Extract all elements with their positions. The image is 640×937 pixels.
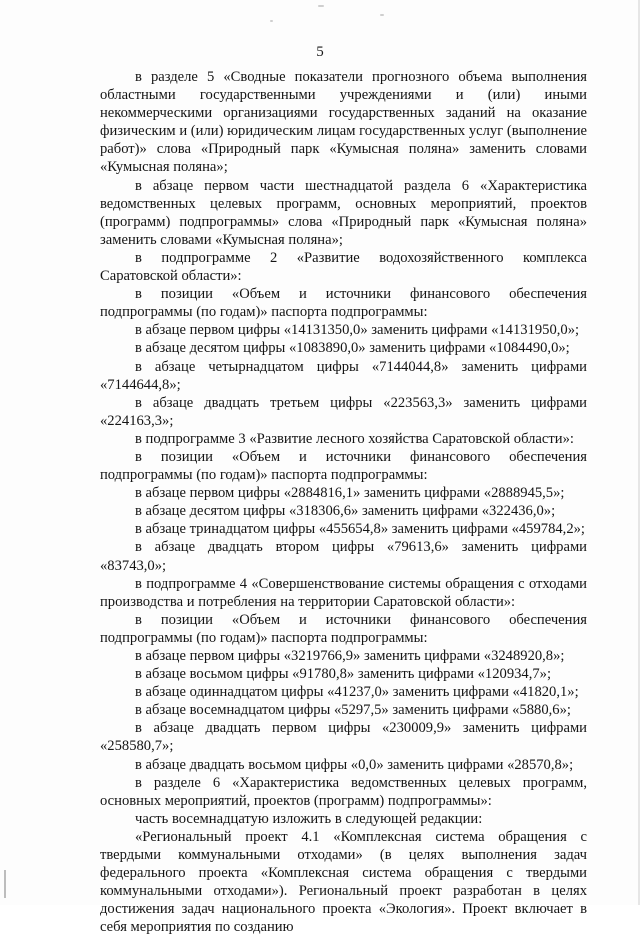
paragraph: в абзаце десятом цифры «1083890,0» заменить цифрами «1084490,0»; xyxy=(135,340,570,357)
page-number: 5 xyxy=(316,44,324,60)
scan-noise xyxy=(380,14,384,16)
paragraph: в абзаце десятом цифры «318306,6» заменить цифрами «322436,0»; xyxy=(135,503,556,520)
paragraph: в разделе 5 «Сводные показатели прогнозного объема выполнения областными государственными учреждениями и (или) иными некоммерческими организациями государственных заданий на оказание физическим и (или) юридическим лицам государственных услуг (выполнение работ)» слова «Природный парк «Кумысная поляна» заменить словами «Кумысная поляна»; xyxy=(100,69,587,176)
paragraph: в подпрограмме 4 «Совершенствование системы обращения с отходами производства и потребления на территории Саратовской области»: xyxy=(100,575,587,610)
paragraph: в абзаце двадцать третьем цифры «223563,3» заменить цифрами «224163,3»; xyxy=(100,394,587,429)
paragraph: в разделе 6 «Характеристика ведомственных целевых программ, основных мероприятий, проектов (программ) подпрограммы»: xyxy=(100,774,587,809)
paragraph: в позиции «Объем и источники финансового обеспечения подпрограммы (по годам)» паспорта подпрограммы: xyxy=(100,286,587,321)
paragraph: в абзаце восемнадцатом цифры «5297,5» заменить цифрами «5880,6»; xyxy=(135,702,571,719)
scan-noise xyxy=(270,20,273,22)
paragraph: в абзаце одиннадцатом цифры «41237,0» заменить цифрами «41820,1»; xyxy=(135,684,579,701)
paragraph: в подпрограмме 3 «Развитие лесного хозяйства Саратовской области»: xyxy=(135,430,574,447)
paragraph: в абзаце двадцать втором цифры «79613,6» заменить цифрами «83743,0»; xyxy=(100,539,587,574)
paragraph: в позиции «Объем и источники финансового обеспечения подпрограммы (по годам)» паспорта подпрограммы: xyxy=(100,611,587,646)
paragraph: в абзаце первом цифры «14131350,0» заменить цифрами «14131950,0»; xyxy=(135,322,580,339)
paragraph: в абзаце четырнадцатом цифры «7144044,8» заменить цифрами «7144644,8»; xyxy=(100,358,587,393)
document-body xyxy=(100,68,587,937)
paragraph: в абзаце восьмом цифры «91780,8» заменить цифрами «120934,7»; xyxy=(135,666,552,683)
paragraph: в позиции «Объем и источники финансового обеспечения подпрограммы (по годам)» паспорта подпрограммы: xyxy=(100,448,587,484)
paragraph: в абзаце первом цифры «3219766,9» заменить цифрами «3248920,8»; xyxy=(135,648,565,664)
scan-noise xyxy=(318,5,324,7)
paragraph: в абзаце первом части шестнадцатой раздела 6 «Характеристика ведомственных целевых программ, основных мероприятий, проектов (программ) подпрограммы» слова «Природный парк «Кумысная поляна» заменить словами «Кумысная поляна»; xyxy=(100,177,587,248)
paragraph: в абзаце первом цифры «2884816,1» заменить цифрами «2888945,5»; xyxy=(135,485,565,502)
scan-edge-mark xyxy=(4,870,6,898)
paragraph: в абзаце двадцать первом цифры «230009,9» заменить цифрами «258580,7»; xyxy=(100,720,587,755)
paragraph: в абзаце тринадцатом цифры «455654,8» заменить цифрами «459784,2»; xyxy=(135,521,585,538)
paragraph: в абзаце двадцать восьмом цифры «0,0» заменить цифрами «28570,8»; xyxy=(135,756,574,773)
paragraph: в подпрограмме 2 «Развитие водохозяйственного комплекса Саратовской области»: xyxy=(100,249,587,285)
paragraph: «Региональный проект 4.1 «Комплексная система обращения с твердыми коммунальными отходами» (в целях выполнения задач федерального проекта «Комплексная система обращения с твердыми коммунальными отходами»). Региональный проект разработан в целях достижения задач национального проекта «Экология». Проект включает в себя мероприятия по созданию xyxy=(100,828,587,936)
paragraph: часть восемнадцатую изложить в следующей редакции: xyxy=(135,810,483,827)
